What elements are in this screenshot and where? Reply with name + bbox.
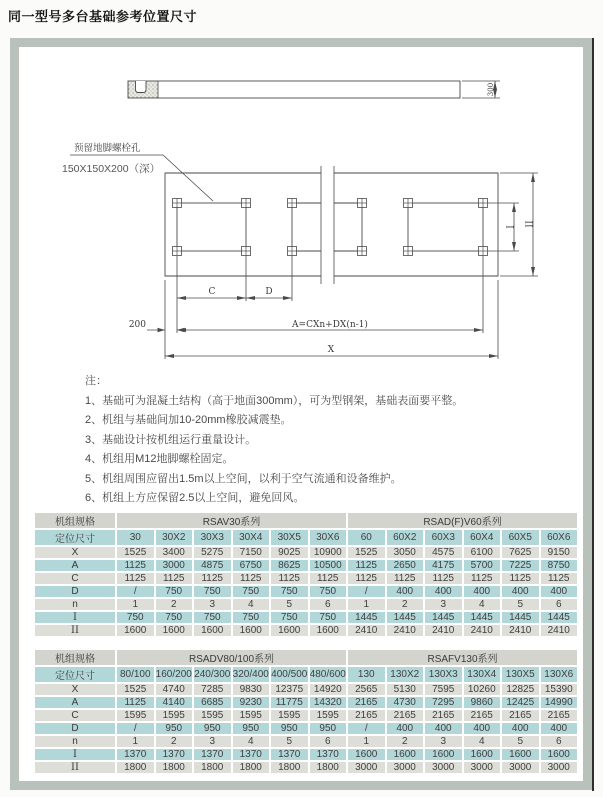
row-label-cell: II <box>35 762 115 773</box>
value-cell: 1445 <box>464 612 501 623</box>
value-cell: 10500 <box>310 560 347 571</box>
model-cell: 130X6 <box>541 667 578 682</box>
value-cell: 400 <box>425 723 462 734</box>
value-cell: 12825 <box>502 684 539 695</box>
model-cell: 60 <box>348 530 385 545</box>
dim-header-cell: 定位尺寸 <box>35 667 115 682</box>
spec-header-cell: 机组规格 <box>35 650 115 665</box>
value-cell: 1125 <box>348 573 385 584</box>
value-cell: 750 <box>156 586 193 597</box>
value-cell: 5700 <box>464 560 501 571</box>
series-header-cell: RSAD(F)V60系列 <box>348 513 577 528</box>
value-cell: 4575 <box>425 547 462 558</box>
model-cell: 30X3 <box>194 530 231 545</box>
value-cell: 1800 <box>233 762 270 773</box>
value-cell: 2650 <box>387 560 424 571</box>
model-cell: 30X5 <box>271 530 308 545</box>
value-cell: 750 <box>233 612 270 623</box>
value-cell: 1125 <box>502 573 539 584</box>
model-cell: 130X2 <box>387 667 424 682</box>
row-label-cell: n <box>35 736 115 747</box>
dimension-table-rsav30-rsadv60 <box>33 511 579 638</box>
value-cell: 5 <box>502 736 539 747</box>
value-cell: 1525 <box>348 547 385 558</box>
value-cell: 1 <box>348 599 385 610</box>
row-label-cell: C <box>35 710 115 721</box>
model-cell: 60X6 <box>541 530 578 545</box>
value-cell: 1125 <box>117 697 154 708</box>
dim-total-length-label: X <box>327 345 335 355</box>
value-cell: 7625 <box>502 547 539 558</box>
value-cell: 6 <box>310 599 347 610</box>
value-cell: 7150 <box>233 547 270 558</box>
model-cell: 130X3 <box>425 667 462 682</box>
value-cell: 4 <box>233 736 270 747</box>
value-cell: 400 <box>541 723 578 734</box>
panel-shadow-edge <box>592 38 594 791</box>
value-cell: 6750 <box>233 560 270 571</box>
series-header-cell: RSADV80/100系列 <box>117 650 346 665</box>
model-cell: 30X6 <box>310 530 347 545</box>
value-cell: 1600 <box>117 625 154 636</box>
value-cell: 5130 <box>387 684 424 695</box>
value-cell: 9150 <box>541 547 578 558</box>
model-cell: 320/400 <box>232 669 269 680</box>
value-cell: 1600 <box>425 749 462 760</box>
notes-section <box>85 372 565 509</box>
value-cell: 2165 <box>541 710 578 721</box>
value-cell: 2165 <box>425 710 462 721</box>
value-cell: 1800 <box>271 762 308 773</box>
plan-view <box>62 142 538 359</box>
dim-height-label: 300 <box>487 82 495 97</box>
value-cell: 12375 <box>271 684 308 695</box>
note-item: 3、基础设计按机组运行重量设计。 <box>85 433 257 446</box>
value-cell: 1 <box>117 599 154 610</box>
value-cell: 4175 <box>425 560 462 571</box>
value-cell: 1600 <box>310 625 347 636</box>
value-cell: 1445 <box>425 612 462 623</box>
value-cell: 2 <box>387 736 424 747</box>
value-cell: 2 <box>156 599 193 610</box>
note-item: 5、机组周围应留出1.5m以上空间，以利于空气流通和设备维护。 <box>85 472 402 485</box>
value-cell: 950 <box>156 723 193 734</box>
model-cell: 400/500 <box>271 669 308 680</box>
value-cell: / <box>117 723 154 734</box>
model-cell: 480/600 <box>309 669 346 680</box>
value-cell: 1125 <box>156 573 193 584</box>
value-cell: 9025 <box>271 547 308 558</box>
series-header-cell: RSAFV130系列 <box>348 650 577 665</box>
value-cell: 7595 <box>425 684 462 695</box>
value-cell: 14320 <box>310 697 347 708</box>
value-cell: 1370 <box>117 749 154 760</box>
value-cell: / <box>117 586 154 597</box>
value-cell: 1125 <box>387 573 424 584</box>
value-cell: 5275 <box>194 547 231 558</box>
value-cell: 1370 <box>156 749 193 760</box>
value-cell: 9860 <box>464 697 501 708</box>
value-cell: 14990 <box>541 697 578 708</box>
value-cell: 750 <box>117 612 154 623</box>
value-cell: 15390 <box>541 684 578 695</box>
value-cell: 750 <box>310 612 347 623</box>
value-cell: 3 <box>425 599 462 610</box>
value-cell: 4140 <box>156 697 193 708</box>
value-cell: 1445 <box>348 612 385 623</box>
value-cell: / <box>348 586 385 597</box>
value-cell: 6 <box>541 736 578 747</box>
dimension-table <box>33 511 579 638</box>
value-cell: 6100 <box>464 547 501 558</box>
dim-formula-label: A=CXn+DX(n-1) <box>292 320 368 330</box>
model-cell: 160/200 <box>155 669 192 680</box>
value-cell: 9830 <box>233 684 270 695</box>
value-cell: 5 <box>271 736 308 747</box>
value-cell: 9230 <box>233 697 270 708</box>
value-cell: 3000 <box>464 762 501 773</box>
value-cell: 4 <box>464 599 501 610</box>
anchor-bolt-holes <box>173 199 488 256</box>
value-cell: 750 <box>194 612 231 623</box>
bolt-hole-size-label: 150X150X200（深） <box>62 163 161 175</box>
value-cell: 2165 <box>502 710 539 721</box>
page-title: 同一型号多台基础参考位置尺寸 <box>8 9 198 24</box>
value-cell: 400 <box>541 586 578 597</box>
value-cell: 3000 <box>502 762 539 773</box>
dimension-table-rsadv80-rsafv130 <box>33 648 579 775</box>
value-cell: 1370 <box>194 749 231 760</box>
note-item: 6、机组上方应保留2.5以上空间，避免回风。 <box>85 492 305 504</box>
value-cell: 2410 <box>387 625 424 636</box>
unit-footprint-3 <box>408 203 483 251</box>
dimension-table <box>33 648 579 775</box>
value-cell: 1600 <box>233 625 270 636</box>
value-cell: 1125 <box>541 573 578 584</box>
note-item: 4、机组用M12地脚螺栓固定。 <box>85 453 234 465</box>
value-cell: 1125 <box>233 573 270 584</box>
value-cell: 6 <box>310 736 347 747</box>
value-cell: 1125 <box>310 573 347 584</box>
model-cell: 130X4 <box>464 667 501 682</box>
value-cell: 1370 <box>271 749 308 760</box>
value-cell: 1445 <box>387 612 424 623</box>
value-cell: 950 <box>194 723 231 734</box>
value-cell: 2165 <box>387 710 424 721</box>
value-cell: 4875 <box>194 560 231 571</box>
value-cell: 4 <box>233 599 270 610</box>
value-cell: 1595 <box>271 710 308 721</box>
value-cell: 1600 <box>464 749 501 760</box>
bolt-hole-section <box>136 81 147 93</box>
value-cell: 7285 <box>194 684 231 695</box>
value-cell: 1125 <box>425 573 462 584</box>
value-cell: 12425 <box>502 697 539 708</box>
spec-header-cell: 机组规格 <box>35 513 115 528</box>
foundation-drawing <box>30 60 575 370</box>
value-cell: 2165 <box>464 710 501 721</box>
model-cell: 80/100 <box>117 667 154 682</box>
value-cell: 6 <box>541 599 578 610</box>
value-cell: 1595 <box>310 710 347 721</box>
value-cell: 400 <box>464 723 501 734</box>
elevation-view <box>128 81 500 98</box>
unit-footprint-2 <box>292 203 362 251</box>
dim-edge-offset-label: 200 <box>128 320 146 330</box>
model-cell: 130 <box>348 667 385 682</box>
foundation-outline-right <box>334 173 498 276</box>
row-label-cell: I <box>35 749 115 760</box>
row-label-cell: X <box>35 684 115 695</box>
row-label-cell: A <box>35 560 115 571</box>
value-cell: 1600 <box>348 749 385 760</box>
bolt-hole-label: 预留地脚螺栓孔 <box>74 143 141 154</box>
value-cell: 400 <box>502 586 539 597</box>
row-label-cell: D <box>35 723 115 734</box>
value-cell: 750 <box>156 612 193 623</box>
value-cell: 400 <box>425 586 462 597</box>
row-label-cell: n <box>35 599 115 610</box>
value-cell: 3000 <box>348 762 385 773</box>
value-cell: 1125 <box>194 573 231 584</box>
value-cell: 10900 <box>310 547 347 558</box>
model-cell: 30 <box>117 530 154 545</box>
value-cell: 7295 <box>425 697 462 708</box>
value-cell: 1445 <box>541 612 578 623</box>
dim-unit-width-label: C <box>208 287 216 297</box>
value-cell: 1370 <box>310 749 347 760</box>
value-cell: 1445 <box>502 612 539 623</box>
value-cell: 7225 <box>502 560 539 571</box>
value-cell: 6685 <box>194 697 231 708</box>
row-label-cell: D <box>35 586 115 597</box>
value-cell: 1 <box>348 736 385 747</box>
value-cell: 1370 <box>233 749 270 760</box>
value-cell: 950 <box>271 723 308 734</box>
value-cell: 8750 <box>541 560 578 571</box>
value-cell: 950 <box>233 723 270 734</box>
value-cell: 1800 <box>194 762 231 773</box>
model-cell: 240/300 <box>194 669 231 680</box>
row-label-cell: X <box>35 547 115 558</box>
note-item: 1、基础可为混凝土结构（高于地面300mm），可为型钢架，基础表面要平整。 <box>85 394 464 407</box>
dim-unit-gap-label: D <box>265 287 273 297</box>
value-cell: 2410 <box>464 625 501 636</box>
value-cell: 400 <box>387 723 424 734</box>
value-cell: 2410 <box>425 625 462 636</box>
value-cell: 3 <box>194 599 231 610</box>
value-cell: 1525 <box>117 684 154 695</box>
value-cell: 4730 <box>387 697 424 708</box>
row-label-cell: C <box>35 573 115 584</box>
row-label-cell: I <box>35 612 115 623</box>
value-cell: 3 <box>194 736 231 747</box>
value-cell: 2165 <box>348 710 385 721</box>
value-cell: 3 <box>425 736 462 747</box>
content-panel <box>10 38 592 790</box>
foundation-outline-left <box>165 173 321 276</box>
value-cell: 1525 <box>117 547 154 558</box>
value-cell: 2410 <box>541 625 578 636</box>
row-label-cell: A <box>35 697 115 708</box>
value-cell: 3400 <box>156 547 193 558</box>
value-cell: 1600 <box>387 749 424 760</box>
note-item: 2、机组与基础间加10-20mm橡胶减震垫。 <box>85 414 292 426</box>
dim-header-cell: 定位尺寸 <box>35 530 115 545</box>
value-cell: 750 <box>271 612 308 623</box>
value-cell: 1125 <box>117 573 154 584</box>
value-cell: 1595 <box>117 710 154 721</box>
value-cell: 5 <box>502 599 539 610</box>
model-cell: 60X3 <box>425 530 462 545</box>
value-cell: 3050 <box>387 547 424 558</box>
dim-foundation-width-label: II <box>525 220 536 228</box>
value-cell: 2410 <box>348 625 385 636</box>
model-cell: 30X4 <box>233 530 270 545</box>
value-cell: 1800 <box>156 762 193 773</box>
value-cell: 3000 <box>156 560 193 571</box>
value-cell: 2565 <box>348 684 385 695</box>
value-cell: 3000 <box>387 762 424 773</box>
value-cell: 4 <box>464 736 501 747</box>
value-cell: 1600 <box>156 625 193 636</box>
value-cell: 750 <box>233 586 270 597</box>
value-cell: 750 <box>310 586 347 597</box>
value-cell: 1600 <box>502 749 539 760</box>
value-cell: 14920 <box>310 684 347 695</box>
value-cell: 400 <box>502 723 539 734</box>
value-cell: 1125 <box>464 573 501 584</box>
model-cell: 60X2 <box>387 530 424 545</box>
value-cell: 750 <box>271 586 308 597</box>
unit-footprint-1 <box>177 203 246 251</box>
value-cell: 2 <box>387 599 424 610</box>
value-cell: 1125 <box>117 560 154 571</box>
model-cell: 130X5 <box>502 667 539 682</box>
value-cell: 1 <box>117 736 154 747</box>
value-cell: 1600 <box>194 625 231 636</box>
value-cell: 3000 <box>425 762 462 773</box>
value-cell: 3000 <box>541 762 578 773</box>
value-cell: 1600 <box>541 749 578 760</box>
model-cell: 60X4 <box>464 530 501 545</box>
value-cell: 1595 <box>156 710 193 721</box>
value-cell: 10260 <box>464 684 501 695</box>
value-cell: 1595 <box>194 710 231 721</box>
notes-title: 注： <box>85 375 107 387</box>
value-cell: 750 <box>194 586 231 597</box>
value-cell: 1600 <box>271 625 308 636</box>
model-cell: 30X2 <box>156 530 193 545</box>
value-cell: 950 <box>310 723 347 734</box>
series-header-cell: RSAV30系列 <box>117 513 346 528</box>
value-cell: 1595 <box>233 710 270 721</box>
dim-bolt-span-label: I <box>506 225 517 229</box>
value-cell: 400 <box>464 586 501 597</box>
value-cell: 1800 <box>310 762 347 773</box>
value-cell: 5 <box>271 599 308 610</box>
value-cell: 2165 <box>348 697 385 708</box>
value-cell: 8625 <box>271 560 308 571</box>
model-cell: 60X5 <box>502 530 539 545</box>
value-cell: 1800 <box>117 762 154 773</box>
value-cell: 11775 <box>271 697 308 708</box>
value-cell: 4740 <box>156 684 193 695</box>
value-cell: / <box>348 723 385 734</box>
value-cell: 2 <box>156 736 193 747</box>
row-label-cell: II <box>35 625 115 636</box>
value-cell: 1125 <box>348 560 385 571</box>
value-cell: 2410 <box>502 625 539 636</box>
value-cell: 1125 <box>271 573 308 584</box>
value-cell: 400 <box>387 586 424 597</box>
